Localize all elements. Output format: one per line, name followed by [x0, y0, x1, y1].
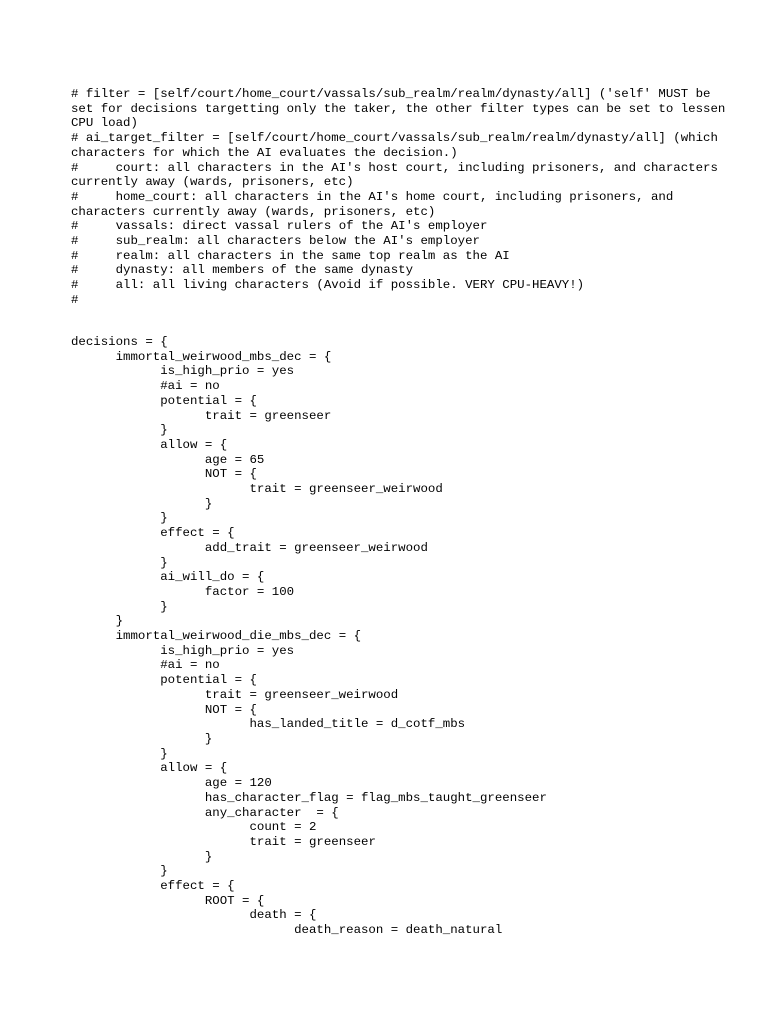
filter-comment-block: # filter = [self/court/home_court/vassals/sub_realm/realm/dynasty/all] ('self' MUST be set for decisions targetting only the taker, the other filter types can be set to lessen CPU load) # ai_target_filter = [self/court/home_court/vassals/sub_realm/realm/dynasty/all] (which characters for which the AI evaluates the decision.) # court: all characters in the AI's host court, including prisoners, and characters currently away (wards, prisoners, etc) # home_court: all characters in the AI's home court, including prisoners, and characters currently away (wards, prisoners, etc) # vassals: direct vassal rulers of the AI's employer # sub_realm: all characters below the AI's employer # realm: all characters in the same top realm as the AI # dynasty: all members of the same dynasty # all: all living characters (Avoid if possible. VERY CPU-HEAVY!) #: [71, 87, 726, 307]
decisions-code-block: decisions = { immortal_weirwood_mbs_dec = { is_high_prio = yes #ai = no potential = { trait = greenseer } allow = { age = 65 NOT = { trait = greenseer_weirwood } } effect = { add_trait = greenseer_weirwood } ai_will_do = { factor = 100 } } immortal_weirwood_die_mbs_dec = { is_high_prio = yes #ai = no potential = { trait = greenseer_weirwood NOT = { has_landed_title = d_cotf_mbs } } allow = { age = 120 has_character_flag = flag_mbs_taught_greenseer any_character = { count = 2 trait = greenseer } } effect = { ROOT = { death = { death_reason = death_natural: [71, 335, 547, 938]
